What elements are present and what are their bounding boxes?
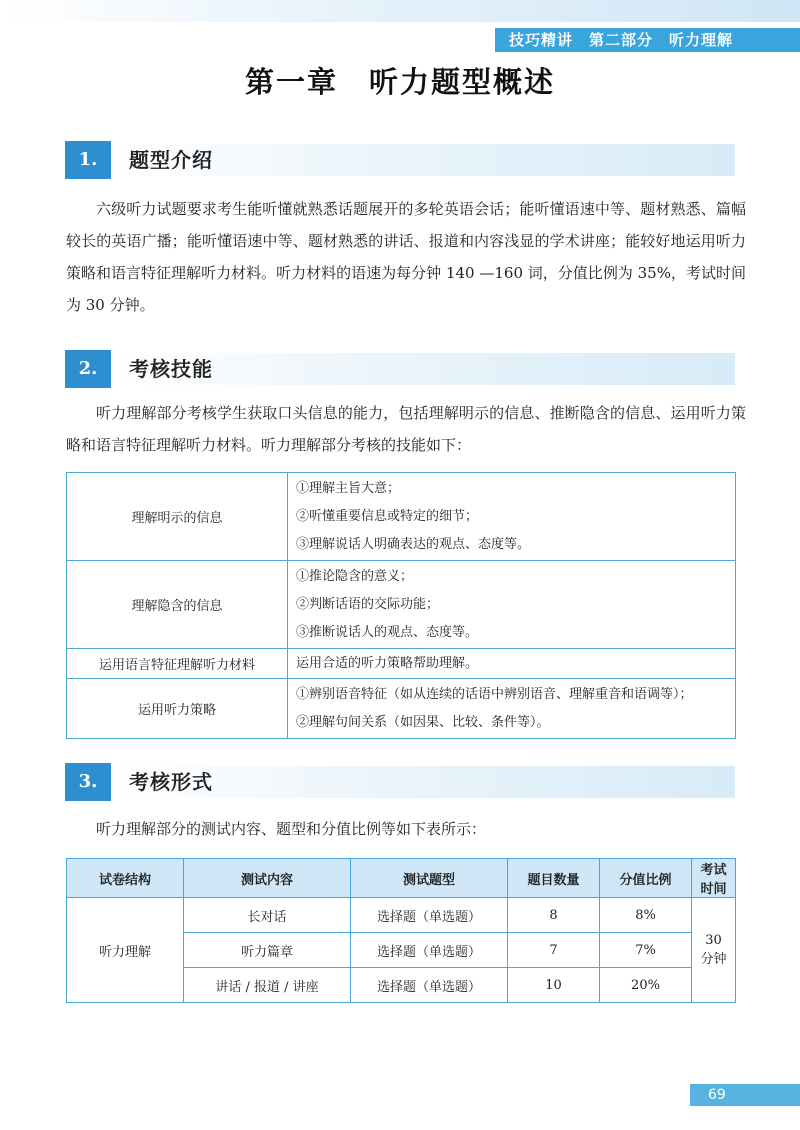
count-cell: 8 — [508, 898, 600, 933]
ratio-cell: 8% — [600, 898, 692, 933]
skill-items — [288, 679, 736, 739]
skills-table — [66, 472, 736, 739]
chapter-title: 第一章 听力题型概述 — [244, 65, 555, 99]
type-cell: 选择题（单选题） — [351, 898, 508, 933]
section-number: 1. — [65, 141, 111, 179]
section-number: 2. — [65, 350, 111, 388]
column-header: 分值比例 — [600, 859, 692, 898]
skill-name: 运用听力策略 — [67, 679, 288, 739]
time-cell: 30 分钟 — [692, 898, 736, 1003]
section-heading-2 — [65, 350, 735, 388]
table-row — [67, 679, 736, 739]
skill-items — [288, 649, 736, 679]
section-title: 考核形式 — [129, 770, 213, 794]
section-heading-1 — [65, 141, 735, 179]
structure-cell: 听力理解 — [67, 898, 184, 1003]
section-3-paragraph: 听力理解部分的测试内容、题型和分值比例等如下表所示： — [96, 820, 487, 838]
skill-item: ①辨别语音特征（如从连续的话语中辨别语音、理解重音和语调等）； — [296, 686, 693, 702]
section-heading-3 — [65, 763, 735, 801]
table-row — [67, 473, 736, 561]
content-cell: 讲话 / 报道 / 讲座 — [184, 968, 351, 1003]
content-cell: 听力篇章 — [184, 933, 351, 968]
section-2-paragraph: 听力理解部分考核学生获取口头信息的能力，包括理解明示的信息、推断隐含的信息、运用听力策略和语言特征理解听力材料。听力理解部分考核的技能如下： — [66, 404, 746, 454]
table-row — [67, 898, 736, 933]
skill-name: 理解隐含的信息 — [67, 561, 288, 649]
type-cell: 选择题（单选题） — [351, 933, 508, 968]
table-header-row — [67, 859, 736, 898]
page-header — [0, 0, 800, 52]
column-header: 题目数量 — [508, 859, 600, 898]
content-cell: 长对话 — [184, 898, 351, 933]
ratio-cell: 20% — [600, 968, 692, 1003]
skill-name: 理解明示的信息 — [67, 473, 288, 561]
type-cell: 选择题（单选题） — [351, 968, 508, 1003]
skill-item: ③推断说话人的观点、态度等。 — [296, 624, 479, 640]
skill-items — [288, 473, 736, 561]
column-header: 测试题型 — [351, 859, 508, 898]
section-1-paragraph: 六级听力试题要求考生能听懂就熟悉话题展开的多轮英语会话；能听懂语速中等、题材熟悉、篇幅较长的英语广播；能听懂语速中等、题材熟悉的讲话、报道和内容浅显的学术讲座；能较好地运用听力策略和语言特征理解听力材料。听力材料的语速为每分钟 140 —160 词，分值比例为 35%，考试时间为 30 分钟。 — [66, 200, 746, 314]
skill-item: ②判断话语的交际功能； — [296, 596, 440, 612]
section-number: 3. — [65, 763, 111, 801]
count-cell: 7 — [508, 933, 600, 968]
skill-item: ②理解句间关系（如因果、比较、条件等）。 — [296, 714, 550, 730]
skill-items — [288, 561, 736, 649]
ratio-cell: 7% — [600, 933, 692, 968]
table-row — [67, 649, 736, 679]
skill-item: ①推论隐含的意义； — [296, 568, 414, 584]
format-table — [66, 858, 736, 1003]
skill-name: 运用语言特征理解听力材料 — [67, 649, 288, 679]
skill-item: 运用合适的听力策略帮助理解。 — [296, 655, 479, 671]
table-row — [67, 561, 736, 649]
skill-item: ①理解主旨大意； — [296, 480, 401, 496]
column-header: 考试时间 — [692, 859, 736, 898]
skill-item: ③理解说话人明确表达的观点、态度等。 — [296, 536, 531, 552]
skill-item: ②听懂重要信息或特定的细节； — [296, 508, 479, 524]
section-title: 考核技能 — [129, 357, 213, 381]
header-breadcrumb: 技巧精讲 第二部分 听力理解 — [495, 28, 800, 52]
column-header: 测试内容 — [184, 859, 351, 898]
page-number: 69 — [690, 1084, 800, 1106]
section-title: 题型介绍 — [129, 148, 213, 172]
header-strip — [0, 0, 800, 22]
count-cell: 10 — [508, 968, 600, 1003]
column-header: 试卷结构 — [67, 859, 184, 898]
